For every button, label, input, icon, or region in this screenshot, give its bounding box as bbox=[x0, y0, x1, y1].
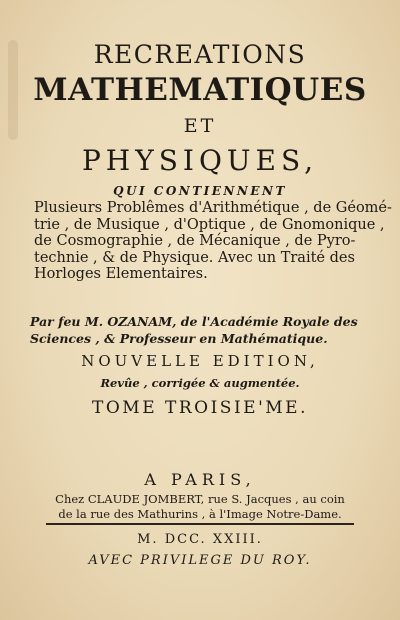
description-line: de Cosmographie , de Mécanique , de Pyro- bbox=[34, 233, 356, 249]
divider-rule bbox=[46, 523, 354, 525]
revision-note: Revûe , corrigée & augmentée. bbox=[100, 376, 300, 390]
subtitle: QUI CONTIENNENT bbox=[113, 184, 287, 198]
author-credit bbox=[30, 313, 370, 347]
description-line: technie , & de Physique. Avec un Traité des bbox=[34, 249, 355, 266]
publisher-line: Chez CLAUDE JOMBERT, rue S. Jacques , au coin bbox=[55, 492, 345, 506]
edition: NOUVELLE EDITION, bbox=[81, 352, 319, 370]
title-line-mathematiques: MATHEMATIQUES bbox=[33, 72, 367, 108]
title-line-physiques: PHYSIQUES, bbox=[81, 144, 319, 177]
publisher-line: de la rue des Mathurins , à l'Image Notre-Dame. bbox=[58, 507, 342, 521]
volume-number: TOME TROISIE'ME. bbox=[92, 398, 308, 418]
title-line-recreations: RECREATIONS bbox=[93, 40, 307, 69]
description-line: Plusieurs Problêmes d'Arithmétique , de Géomé- bbox=[34, 200, 392, 216]
author-line: Sciences , & Professeur en Mathématique. bbox=[30, 331, 328, 346]
author-line: Par feu M. OZANAM, de l'Académie Royale des bbox=[30, 314, 358, 329]
publisher bbox=[30, 492, 370, 522]
royal-privilege: AVEC PRIVILEGE DU ROY. bbox=[88, 553, 312, 568]
title-line-et: ET bbox=[183, 115, 217, 137]
publication-year: M. DCC. XXIII. bbox=[137, 532, 263, 547]
description bbox=[34, 200, 392, 283]
description-line: Horloges Elementaires. bbox=[34, 266, 208, 282]
imprint-city: A PARIS, bbox=[144, 470, 256, 489]
description-line: trie , de Musique , d'Optique , de Gnomonique , bbox=[34, 216, 385, 233]
